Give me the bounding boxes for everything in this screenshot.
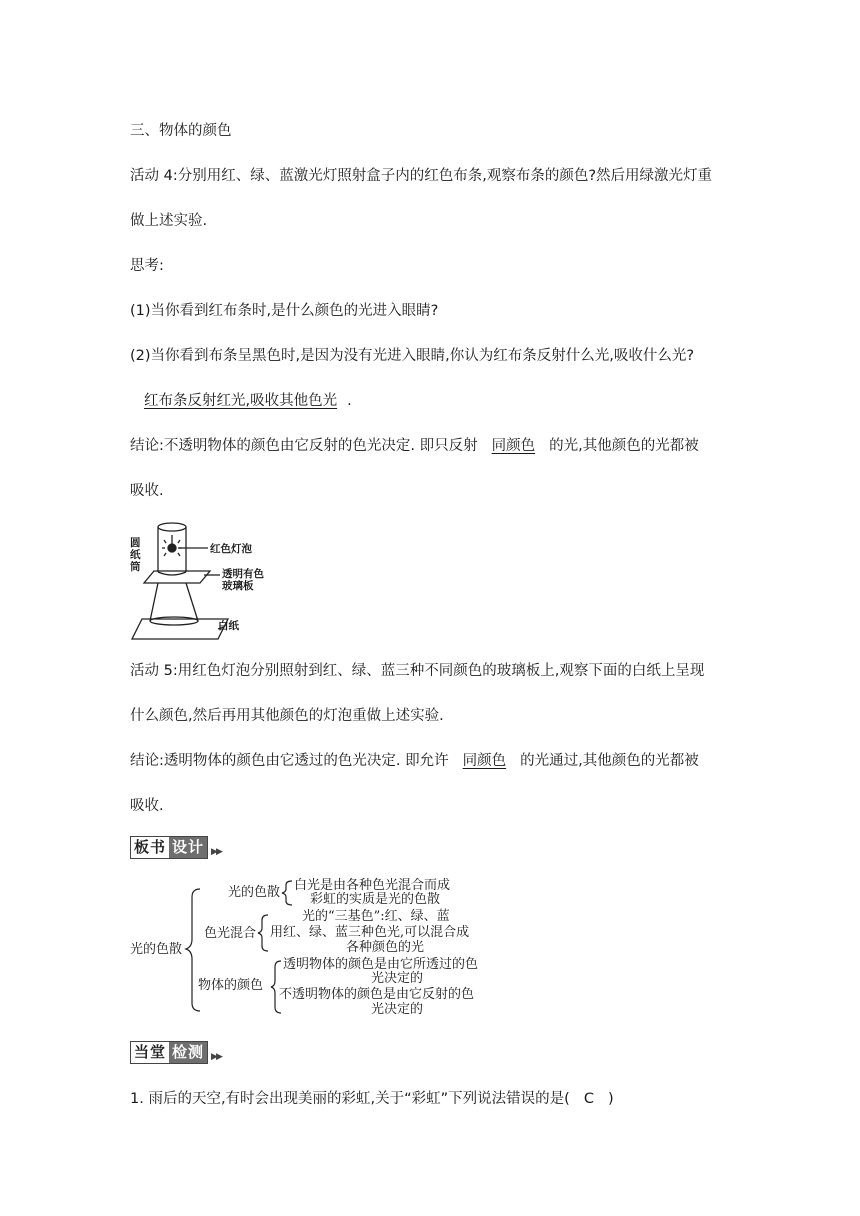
answer-q2-blank: 红布条反射红光,吸收其他色光 [144, 393, 338, 409]
label-red-bulb: 红色灯泡 [210, 543, 252, 555]
branch3-item-3: 不透明物体的颜色是由它反射的色 [279, 987, 475, 1002]
question-1: (1)当你看到红布条时,是什么颜色的光进入眼睛? [130, 303, 439, 319]
experiment-figure [128, 515, 278, 643]
conclusion2-prefix: 结论:透明物体的颜色由它透过的色光决定. 即允许 [130, 753, 449, 769]
double-arrow-icon: ▶▶ [211, 1051, 221, 1062]
conclusion2-suffix: 的光通过,其他颜色的光都被 [520, 753, 699, 769]
branch3-label: 物体的颜色 [198, 978, 264, 993]
conclusion1-suffix: 的光,其他颜色的光都被 [549, 438, 699, 454]
badge-right-text: 设计 [169, 837, 207, 858]
conclusion1-prefix: 结论:不透明物体的颜色由它反射的色光决定. 即只反射 [130, 438, 478, 454]
branch2-item-2: 用红、绿、蓝三种色光,可以混合成 [270, 925, 470, 940]
branch2-item-1: 光的“三基色”:红、绿、蓝 [302, 909, 450, 924]
conclusion1-line1 [130, 434, 699, 455]
conclusion2-blank: 同颜色 [462, 753, 507, 769]
test-q1-close: ) [607, 1091, 614, 1107]
board-design-badge [130, 836, 221, 859]
section-heading: 三、物体的颜色 [130, 123, 232, 139]
think-label: 思考: [130, 258, 164, 274]
branch1-label: 光的色散 [228, 885, 281, 900]
conclusion1-line2: 吸收. [130, 483, 164, 499]
branch3-item-1: 透明物体的颜色是由它所透过的色 [283, 957, 479, 972]
branch3-item-4: 光决定的 [371, 1002, 424, 1017]
branch1-item-1: 白光是由各种色光混合而成 [294, 878, 451, 893]
test-q1-answer: C [583, 1091, 594, 1107]
badge-right-text: 检测 [169, 1042, 207, 1063]
activity4-line2: 做上述实验. [130, 213, 208, 229]
question-2: (2)当你看到布条呈黑色时,是因为没有光进入眼睛,你认为红布条反射什么光,吸收什么光? [130, 348, 695, 364]
conclusion1-blank: 同颜色 [491, 438, 536, 454]
label-white-paper: 白纸 [218, 620, 239, 632]
double-arrow-icon: ▶▶ [211, 846, 221, 857]
conclusion2-line1 [130, 749, 699, 770]
test-question-1 [130, 1087, 614, 1108]
branch2-item-3: 各种颜色的光 [346, 940, 425, 955]
label-glass: 透明有色 玻璃板 [222, 568, 264, 592]
branch2-label: 色光混合 [204, 926, 257, 941]
answer-q2-tail: . [347, 393, 352, 409]
branch3-item-2: 光决定的 [371, 971, 424, 986]
test-q1-text: 1. 雨后的天空,有时会出现美丽的彩虹,关于“彩虹”下列说法错误的是( [130, 1091, 570, 1107]
conclusion2-line2: 吸收. [130, 798, 164, 814]
answer-q2-line [130, 389, 352, 410]
activity4-line1: 活动 4:分别用红、绿、蓝激光灯照射盒子内的红色布条,观察布条的颜色?然后用绿激光灯重 [130, 168, 713, 184]
branch1-item-2: 彩虹的实质是光的色散 [310, 892, 441, 907]
outline-root: 光的色散 [130, 942, 183, 957]
board-outline [128, 875, 528, 1025]
activity5-line2: 什么颜色,然后再用其他颜色的灯泡重做上述实验. [130, 708, 444, 724]
class-test-badge [130, 1041, 221, 1064]
activity5-line1: 活动 5:用红色灯泡分别照射到红、绿、蓝三种不同颜色的玻璃板上,观察下面的白纸上呈现 [130, 663, 705, 679]
badge-left-text: 板书 [131, 837, 169, 858]
badge-left-text: 当堂 [131, 1042, 169, 1063]
label-tube: 圆 纸 筒 [130, 537, 141, 573]
